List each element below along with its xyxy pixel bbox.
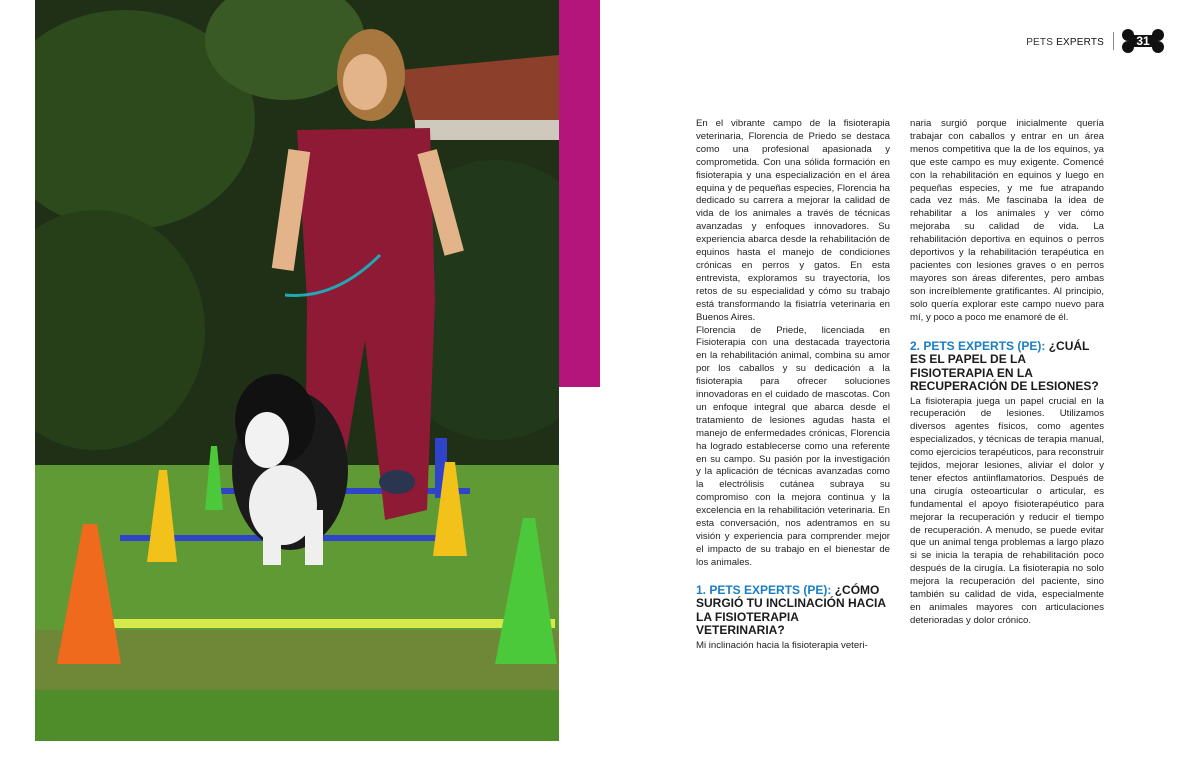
section-label: PETS: [1026, 37, 1057, 48]
article-photo: [35, 0, 559, 741]
page-number: 31: [1136, 34, 1150, 48]
answer-1-start: Mi inclinación hacia la fisioterapia veteri-: [696, 639, 868, 651]
answer-1-continued: naria surgió porque inicialmente quería trabajar con caballos y entrar en un área menos competitiva que la de los equinos, ya que este campo es muy exigente. Comencé con la rehabilitación en equinos y luego en pequeñas especies, y me fue atrapando cada vez más. Me fascinaba la idea de rehabilitar a los animales y ver cómo mejoraba su calidad de vida. La rehabilitación deportiva en equinos o perros deportivos y la rehabilitación terapéutica en pacientes con lesiones graves o en perros mayores son áreas diferentes, pero ambas son increíblemente gratificantes. Al principio, solo quería explorar este campo nuevo para mí, y poco a poco me enamoré de él.: [910, 118, 1104, 323]
dog-agility-photo: [35, 0, 559, 741]
question-1-text: ¿CÓMO SURGIÓ TU INCLINACIÓN HACIA LA FISIOTERAPIA VETERINARIA?: [696, 582, 886, 638]
page-number-badge: [1121, 28, 1165, 54]
article-column-1: [696, 118, 890, 653]
question-2-heading: [910, 340, 1104, 394]
section-label-highlight: EXPERTS: [1056, 37, 1104, 48]
header-divider: [1113, 32, 1114, 50]
accent-bar: [559, 0, 600, 387]
question-1-number: 1. PETS EXPERTS (PE):: [696, 582, 835, 597]
answer-2: La fisioterapia juega un papel crucial en la recuperación de lesiones. Utilizamos diversos agentes físicos, como agentes especializados, y técnicas de terapia manual, como ejercicios terapéuticos, para reconstruir tejidos, mejorar lesiones, aliviar el dolor y tener efectos antiinflamatorios. Después de una cirugía osteoarticular o articular, es fundamental el apoyo fisioterapéutico para mejorar la recuperación y reducir el tiempo de recuperación. A menudo, se puede evitar que un animal tenga problemas a largo plazo si se inicia la terapia de rehabilitación poco después de la cirugía. La fisioterapia no solo mejora la recuperación del paciente, sino también su calidad de vida, especialmente en animales mayores con articulaciones deterioradas y dolor crónico.: [910, 395, 1104, 626]
article-column-2: [910, 118, 1104, 628]
question-2-text: ¿CUÁL ES EL PAPEL DE LA FISIOTERAPIA EN LA RECUPERACIÓN DE LESIONES?: [910, 338, 1099, 393]
question-1-heading: [696, 584, 890, 638]
intro-paragraph: En el vibrante campo de la fisioterapia veterinaria, Florencia de Priedo se destaca como una profesional apasionada y comprometida. Con una sólida formación en fisioterapia y una especialización en el área equina y de pequeñas especies, Florencia ha dedicado su carrera a mejorar la calidad de vida de los animales a través de técnicas avanzadas y enfoques innovadores. Su experiencia abarca desde la rehabilitación de equinos hasta el manejo de condiciones crónicas en perros y gatos. En esta entrevista, exploramos su trayectoria, los retos de su especialidad y cómo su trabajo está transformando la fisiatría veterinaria en Buenos Aires.: [696, 118, 890, 323]
bio-paragraph: Florencia de Priede, licenciada en Fisioterapia con una destacada trayectoria en la rehabilitación animal, combina su amor por los caballos y su dedicación a la fisioterapia para ofrecer soluciones innovadoras en el cuidado de mascotas. Con un enfoque integral que abarca desde el tratamiento de lesiones agudas hasta el manejo de enfermedades crónicas, Florencia ha logrado establecerse como una referente en su campo. Su pasión por la investigación y la aplicación de técnicas avanzadas como la electrólisis cutánea subraya su compromiso con la mejora continua y la excelencia en la rehabilitación veterinaria. En esta conversación, nos adentramos en su visión y experiencia para comprender mejor el impacto de su trabajo en el bienestar de los animales.: [696, 324, 890, 568]
running-head: [1026, 37, 1104, 48]
question-2-number: 2. PETS EXPERTS (PE):: [910, 338, 1049, 353]
